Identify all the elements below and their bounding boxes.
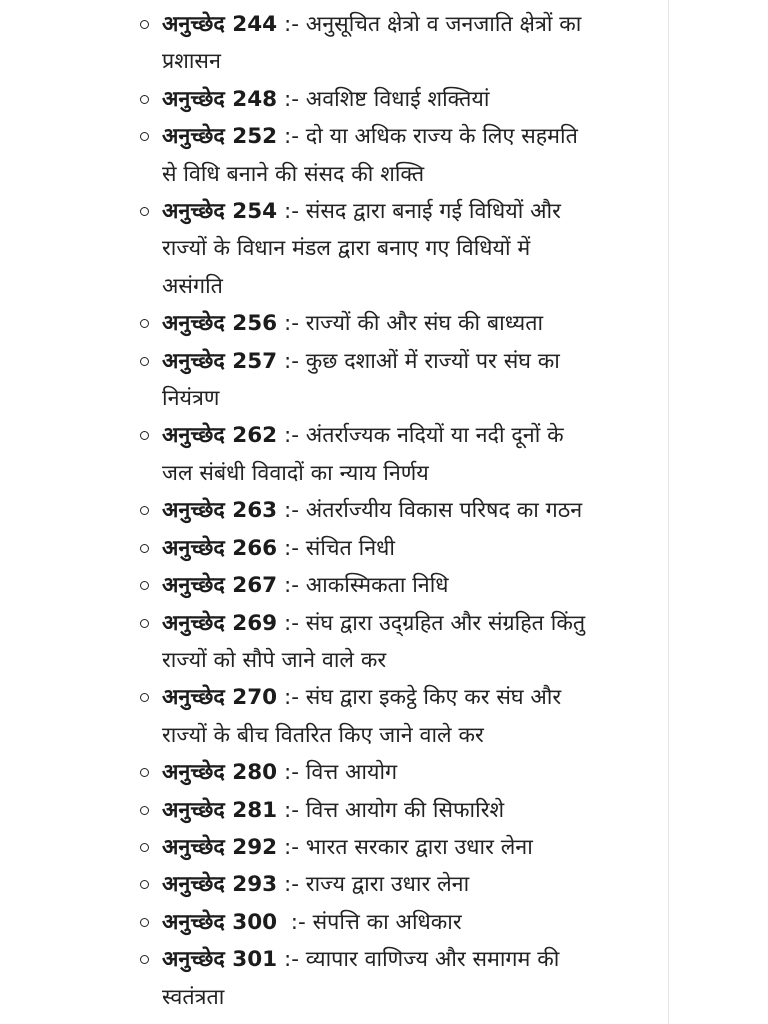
article-number: अनुच्छेद 266 [162, 535, 278, 561]
article-description: जल संबंधी विवादों का न्याय निर्णय [162, 460, 429, 486]
article-description: :- अवशिष्ट विधाई शक्तियां [277, 86, 490, 112]
list-item [138, 792, 638, 829]
circle-bullet-icon [140, 319, 149, 328]
list-item [138, 941, 638, 1016]
article-description: :- व्यापार वाणिज्य और समागम की [277, 947, 560, 973]
article-description: :- दो या अधिक राज्य के लिए सहमति [277, 124, 578, 150]
article-number: अनुच्छेद 256 [162, 311, 278, 337]
circle-bullet-icon [140, 693, 149, 702]
article-number: अनुच्छेद 269 [162, 610, 278, 636]
article-description: :- अनुसूचित क्षेत्रो व जनजाति क्षेत्रों का [277, 12, 582, 37]
list-item [138, 492, 638, 529]
article-number: अनुच्छेद 270 [162, 685, 278, 711]
article-description: नियंत्रण [162, 386, 220, 412]
article-description: :- भारत सरकार द्वारा उधार लेना [277, 834, 533, 860]
article-description: :- संघ द्वारा इकट्ठे किए कर संघ और [277, 685, 562, 711]
circle-bullet-icon [140, 581, 149, 590]
article-description: स्वतंत्रता [162, 984, 225, 1010]
article-description: राज्यों के बीच वितरित किए जाने वाले कर [162, 722, 484, 748]
list-item [138, 343, 638, 418]
article-description: प्रशासन [162, 49, 221, 75]
list-item [138, 567, 638, 604]
circle-bullet-icon [140, 843, 149, 852]
article-number: अनुच्छेद 280 [162, 760, 278, 786]
circle-bullet-icon [140, 880, 149, 889]
article-description: :- संसद द्वारा बनाई गई विधियों और [277, 199, 561, 225]
article-description: :- राज्यों की और संघ की बाध्यता [277, 311, 544, 337]
article-number: अनुच्छेद 248 [162, 86, 278, 112]
list-item [138, 118, 638, 193]
list-item [138, 193, 638, 305]
circle-bullet-icon [140, 20, 149, 29]
article-description: राज्यों को सौपे जाने वाले कर [162, 647, 387, 673]
list-item [138, 530, 638, 567]
article-number: अनुच्छेद 293 [162, 872, 278, 898]
circle-bullet-icon [140, 544, 149, 553]
right-divider [668, 0, 669, 1024]
circle-bullet-icon [140, 207, 149, 216]
list-item [138, 605, 638, 680]
circle-bullet-icon [140, 768, 149, 777]
article-description: :- संपत्ति का अधिकार [277, 909, 462, 935]
article-number: अनुच्छेद 252 [162, 124, 278, 150]
list-item [138, 417, 638, 492]
list-item [138, 904, 638, 941]
article-description: :- वित्त आयोग की सिफारिशे [277, 797, 505, 823]
circle-bullet-icon [140, 357, 149, 366]
article-number: अनुच्छेद 257 [162, 348, 278, 374]
list-item [138, 6, 638, 81]
article-number: अनुच्छेद 267 [162, 573, 278, 599]
article-description: से विधि बनाने की संसद की शक्ति [162, 161, 425, 187]
article-description: :- संघ द्वारा उद्ग्रहित और संग्रहित किंतु [277, 610, 586, 636]
circle-bullet-icon [140, 918, 149, 927]
article-description: :- वित्त आयोग [277, 760, 398, 786]
circle-bullet-icon [140, 132, 149, 141]
article-number: अनुच्छेद 281 [162, 797, 278, 823]
article-number: अनुच्छेद 300 [162, 909, 278, 935]
list-item [138, 866, 638, 903]
article-number: अनुच्छेद 254 [162, 199, 278, 225]
circle-bullet-icon [140, 619, 149, 628]
article-description: :- राज्य द्वारा उधार लेना [277, 872, 470, 898]
circle-bullet-icon [140, 806, 149, 815]
article-number: अनुच्छेद 301 [162, 947, 278, 973]
article-description: राज्यों के विधान मंडल द्वारा बनाए गए विधियों में [162, 236, 531, 262]
article-description: :- आकस्मिकता निधि [277, 573, 449, 599]
article-description: :- अंतर्राज्यक नदियों या नदी दूनों के [277, 423, 564, 449]
article-description: :- संचित निधी [277, 535, 395, 561]
list-item [138, 679, 638, 754]
article-number: अनुच्छेद 244 [162, 12, 278, 37]
article-description: :- कुछ दशाओं में राज्यों पर संघ का [277, 348, 560, 374]
article-number: अनुच्छेद 262 [162, 423, 278, 449]
article-list [138, 6, 638, 1016]
circle-bullet-icon [140, 431, 149, 440]
list-item [138, 829, 638, 866]
list-item [138, 305, 638, 342]
circle-bullet-icon [140, 506, 149, 515]
article-description: :- अंतर्राज्यीय विकास परिषद का गठन [277, 498, 583, 524]
article-number: अनुच्छेद 263 [162, 498, 278, 524]
circle-bullet-icon [140, 955, 149, 964]
circle-bullet-icon [140, 95, 149, 104]
list-item [138, 754, 638, 791]
article-number: अनुच्छेद 292 [162, 834, 278, 860]
article-description: असंगति [162, 273, 223, 299]
list-item [138, 81, 638, 118]
